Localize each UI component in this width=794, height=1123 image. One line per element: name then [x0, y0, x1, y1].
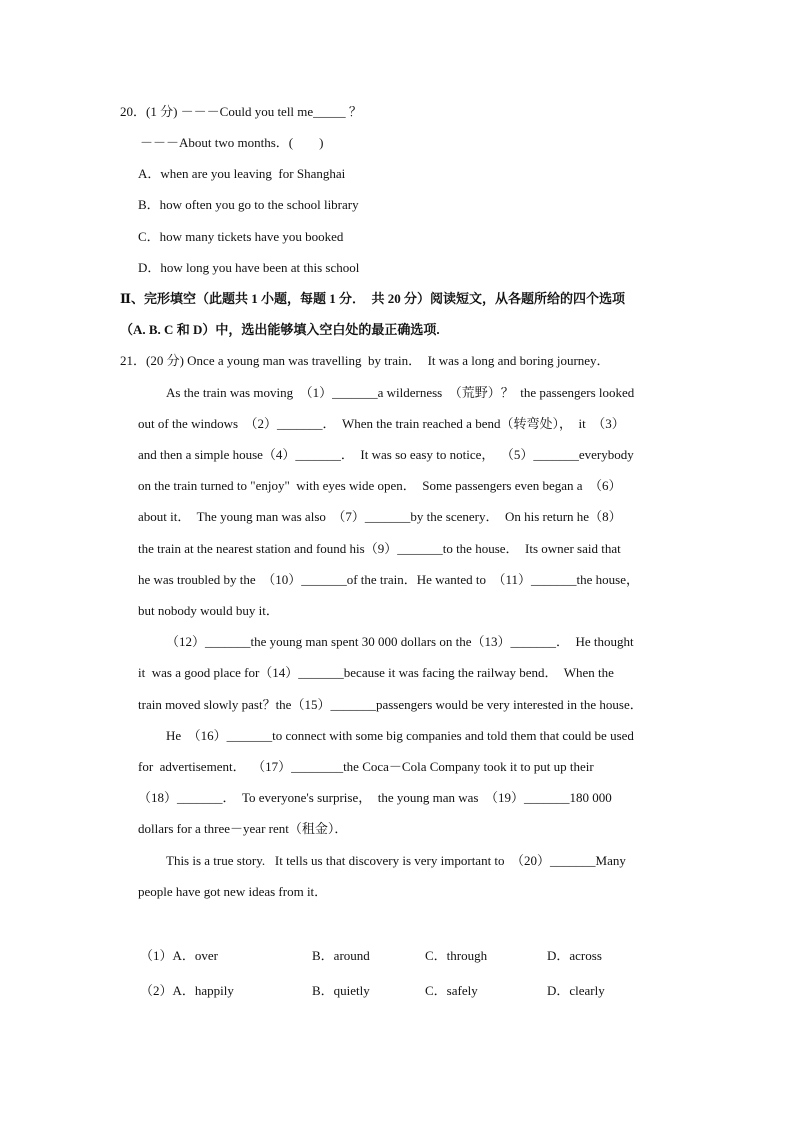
passage-line: He （16）_______to connect with some big companies and told them that could be used	[166, 728, 634, 743]
passage-line: This is a true story. It tells us that discovery is very important to （20）_______Many	[166, 853, 626, 868]
passage-line: on the train turned to "enjoy" with eyes wide open． Some passengers even began a （6）	[138, 478, 622, 493]
q20-option-a: A．when are you leaving for Shanghai	[138, 166, 346, 181]
q20-reply: －－－About two months．( )	[140, 135, 324, 150]
q20-stem: 20．(1 分) －－－Could you tell me_____ ？	[120, 104, 362, 119]
passage-line: it was a good place for（14）_______because it was facing the railway bend． When the	[138, 665, 614, 680]
passage-line: dollars for a three－year rent（租金）．	[138, 821, 348, 836]
passage-line: he was troubled by the （10）_______of the train．He wanted to （11）_______the house，	[138, 572, 640, 587]
answer-option-d: D．clearly	[547, 983, 605, 998]
passage-line: the train at the nearest station and found his（9）_______to the house． Its owner said that	[138, 541, 621, 556]
answer-option-a: （1）A．over	[140, 948, 218, 963]
section2-heading-line2: （A. B. C 和 D）中，选出能够填入空白处的最正确选项.	[120, 322, 440, 337]
answer-option-c: C．safely	[425, 983, 478, 998]
q20-option-c: C．how many tickets have you booked	[138, 229, 344, 244]
answer-option-b: B．quietly	[312, 983, 370, 998]
passage-line: and then a simple house（4）_______． It was so easy to notice， （5）_______everybody	[138, 447, 634, 462]
passage-line: for advertisement． （17）________the Coca－Cola Company took it to put up their	[138, 759, 594, 774]
passage-line: but nobody would buy it．	[138, 603, 279, 618]
section2-heading-line1: Ⅱ、完形填空（此题共 1 小题，每题 1 分． 共 20 分）阅读短文，从各题所给的四个选项	[120, 291, 625, 306]
answer-option-c: C．through	[425, 948, 488, 963]
passage-line: （18）_______． To everyone's surprise， the young man was （19）_______180 000	[138, 790, 612, 805]
q21-stem: 21．(20 分) Once a young man was travelling by train． It was a long and boring journey．	[120, 353, 610, 368]
q20-option-d: D．how long you have been at this school	[138, 260, 360, 275]
answer-option-b: B．around	[312, 948, 370, 963]
passage-line: people have got new ideas from it．	[138, 884, 328, 899]
passage-line: （12）_______the young man spent 30 000 dollars on the（13）_______． He thought	[166, 634, 634, 649]
passage-line: about it． The young man was also （7）_______by the scenery． On his return he（8）	[138, 509, 622, 524]
answer-option-d: D．across	[547, 948, 602, 963]
passage-line: train moved slowly past？the（15）_______passengers would be very interested in the house．	[138, 697, 643, 712]
answer-row-2	[0, 983, 794, 999]
passage-line: As the train was moving （1）_______a wilderness （荒野）？ the passengers looked	[166, 385, 635, 400]
answer-option-a: （2）A．happily	[140, 983, 234, 998]
passage-line: out of the windows （2）_______． When the train reached a bend（转弯处）， it （3）	[138, 416, 625, 431]
q20-option-b: B．how often you go to the school library	[138, 197, 359, 212]
answer-row-1	[0, 948, 794, 964]
